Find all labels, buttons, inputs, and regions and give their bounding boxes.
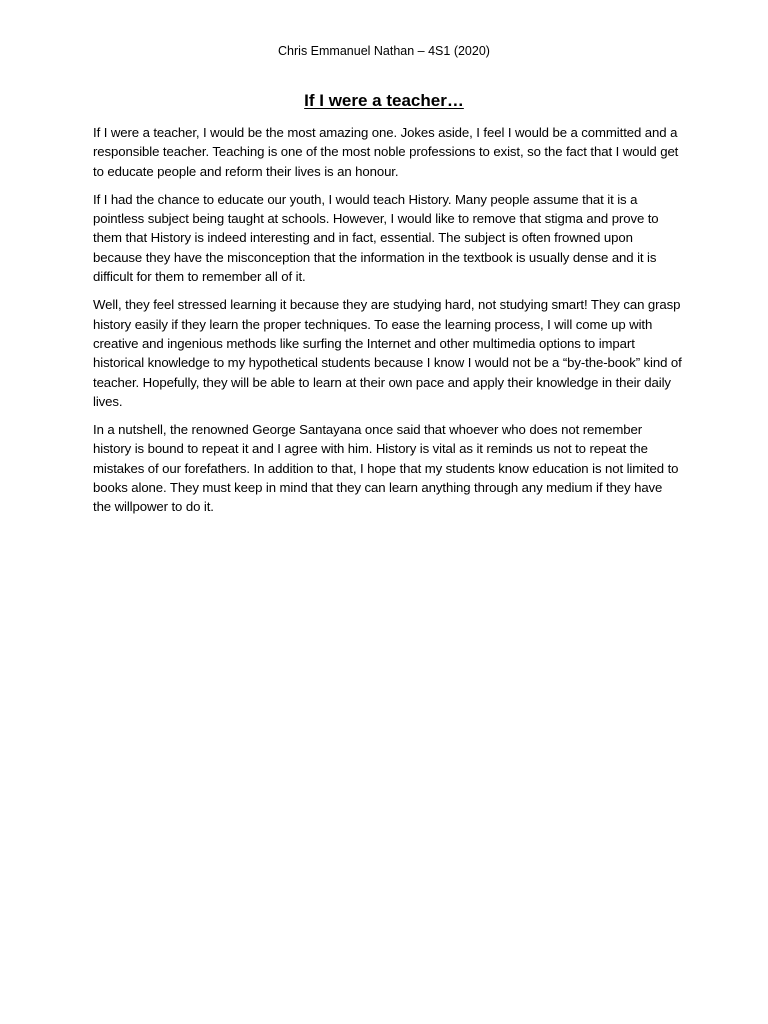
paragraph-4: In a nutshell, the renowned George Santayana once said that whoever who does not remember history is bound to repeat it and I agree with him. History is vital as it reminds us not to repeat the mistakes of our forefathers. In addition to that, I hope that my students know education is not limited to books alone. They must keep in mind that they can learn anything through any medium if they have the willpower to do it. (93, 422, 679, 515)
author-header: Chris Emmanuel Nathan – 4S1 (2020) (278, 44, 490, 58)
essay-body (93, 123, 683, 526)
paragraph-3: Well, they feel stressed learning it because they are studying hard, not studying smart! They can grasp history easily if they learn the proper techniques. To ease the learning process, I will come up with creative and ingenious methods like surfing the Internet and other multimedia options to impart historical knowledge to my hypothetical students because I know I would not be a “by-the-book” kind of teacher. Hopefully, they will be able to learn at their own pace and apply their knowledge in their daily lives. (93, 297, 682, 409)
paragraph-2: If I had the chance to educate our youth, I would teach History. Many people assume that it is a pointless subject being taught at schools. However, I would like to remove that stigma and prove to them that History is indeed interesting and in fact, essential. The subject is often frowned upon because they have the misconception that the information in the textbook is usually dense and it is difficult for them to remember all of it. (93, 191, 659, 285)
paragraph-1: If I were a teacher, I would be the most amazing one. Jokes aside, I feel I would be a committed and a responsible teacher. Teaching is one of the most noble professions to exist, so the fact that I would get to educate people and reform their lives is an honour. (93, 125, 679, 179)
essay-title: If I were a teacher… (304, 91, 464, 110)
